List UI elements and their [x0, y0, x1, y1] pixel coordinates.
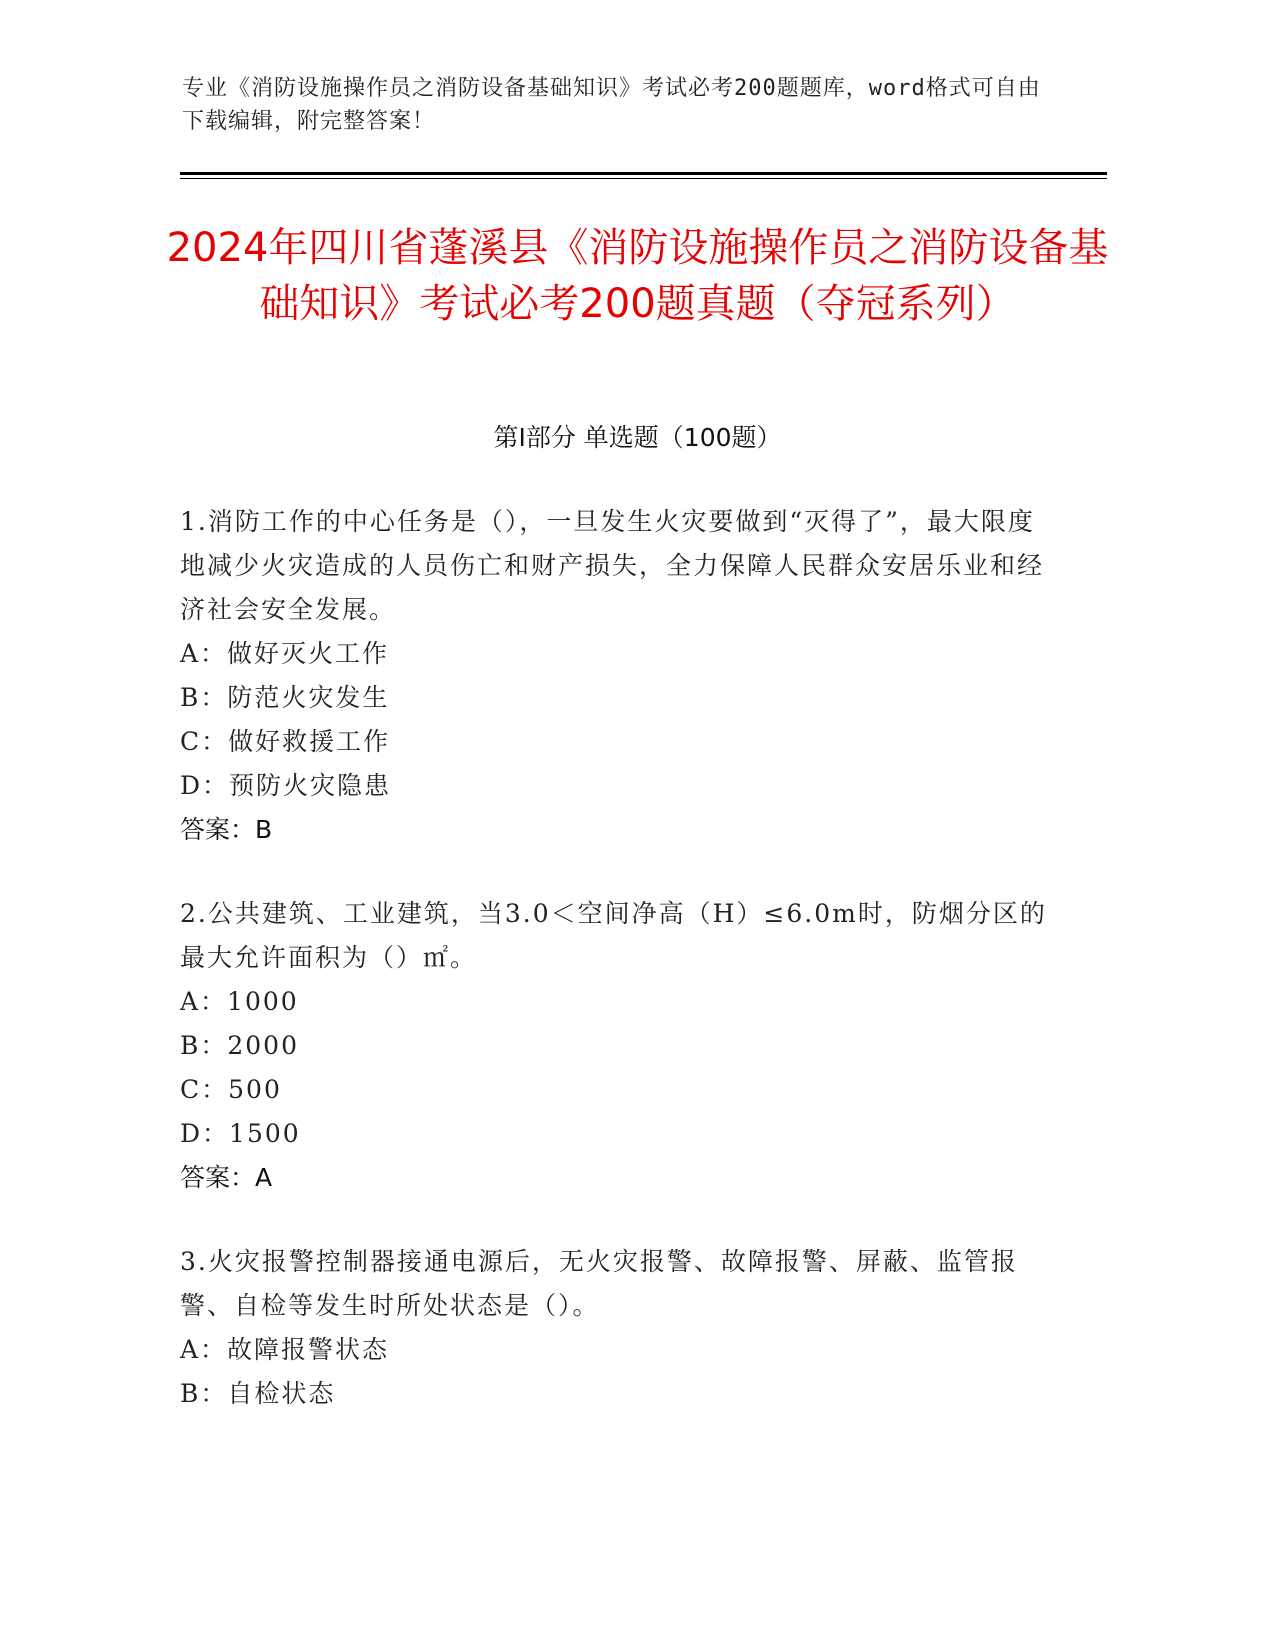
- question-list: [180, 500, 1050, 1456]
- question-stem: 2.公共建筑、工业建筑，当3.0＜空间净高（H）≤6.0m时，防烟分区的最大允许面积为（）㎡。: [180, 899, 1047, 972]
- option-d: D：预防火灾隐患: [180, 771, 392, 800]
- question-1: [180, 500, 1050, 852]
- option-c: C：500: [180, 1075, 282, 1104]
- option-b: B：2000: [180, 1031, 299, 1060]
- question-3: [180, 1240, 1050, 1416]
- question-stem: 1.消防工作的中心任务是（），一旦发生火灾要做到“灭得了”，最大限度地减少火灾造成的人员伤亡和财产损失，全力保障人民群众安居乐业和经济社会安全发展。: [180, 507, 1045, 624]
- option-a: A：1000: [180, 987, 299, 1016]
- answer: 答案：A: [180, 1163, 273, 1192]
- question-2: [180, 892, 1050, 1200]
- header-note: 专业《消防设施操作员之消防设备基础知识》考试必考200题题库，word格式可自由下载编辑，附完整答案！: [182, 76, 1041, 134]
- option-a: A：做好灭火工作: [180, 639, 390, 668]
- answer: 答案：B: [180, 815, 273, 844]
- header-rule-thick: [180, 172, 1107, 175]
- option-b: B：自检状态: [180, 1379, 336, 1408]
- section-title: 第I部分 单选题（100题）: [493, 423, 782, 452]
- option-d: D：1500: [180, 1119, 301, 1148]
- option-a: A：故障报警状态: [180, 1335, 390, 1364]
- option-b: B：防范火灾发生: [180, 683, 390, 712]
- option-c: C：做好救援工作: [180, 727, 391, 756]
- header-rule-thin: [180, 178, 1107, 179]
- question-stem: 3.火灾报警控制器接通电源后，无火灾报警、故障报警、屏蔽、监管报警、自检等发生时所处状态是（）。: [180, 1247, 1018, 1320]
- document-title: 2024年四川省蓬溪县《消防设施操作员之消防设备基础知识》考试必考200题真题（夺冠系列）: [166, 225, 1109, 327]
